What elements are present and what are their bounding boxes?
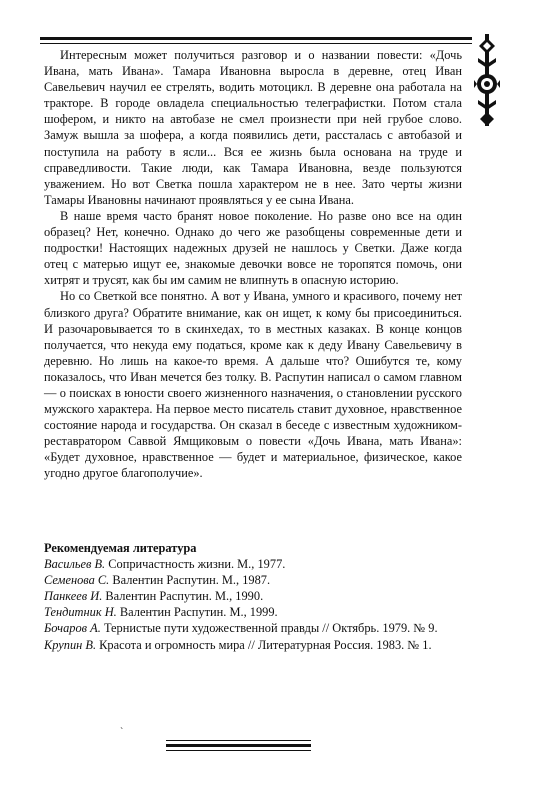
reference-author: Семенова С. bbox=[44, 573, 110, 588]
reference-text: Красота и огромность мира // Литературная Россия. 1983. № 1. bbox=[99, 637, 432, 652]
bottom-rule-thin bbox=[166, 750, 311, 751]
paragraph: В наше время часто бранят новое поколение. Но разве оно все на один образец? Нет, конечно. Однако до чего же разобщены современные дети и подростки! Настоящих надежных друзей не нашлось у Светки. Даже когда отец с матерью ищут ее, знакомые девочки вовсе не торопятся помочь, они хитрят и трусят, как бы им самим не влипнуть в опасную историю. bbox=[44, 208, 462, 288]
reference-item bbox=[44, 556, 462, 572]
reference-author: Бочаров А. bbox=[44, 621, 101, 636]
reference-author: Тендитник Н. bbox=[44, 605, 117, 620]
references bbox=[44, 540, 462, 653]
reference-item bbox=[44, 604, 462, 620]
paragraph: Но со Светкой все понятно. А вот у Ивана, умного и красивого, почему нет близкого друга? Обратите внимание, как он ищет, к кому бы присоединиться. И разочаровывается то в скинхедах, то в местных казаках. В конце концов получается, что некуда ему податься, кроме как к деду Ивану Савельевичу в деревню. Но лишь на какое-то время. А дальше что? Ошибутся те, кому показалось, что Иван мечется без толку. В. Распутин написал о самом главном — о поисках в юности своего жизненного назначения, о становлении русского мужского характера. На первое место писатель ставит духовное, нравственное состояние народа и государства. Он сказал в беседе с известным художником-реставратором Саввой Ямщиковым о повести «Дочь Ивана, мать Ивана»: «Будет духовное, нравственное — будет и материальное, физическое, какое угодно другое благополучие». bbox=[44, 289, 462, 481]
folk-ornament-icon bbox=[474, 34, 500, 126]
reference-text: Сопричастность жизни. М., 1977. bbox=[108, 557, 286, 572]
reference-author: Крупин В. bbox=[44, 637, 97, 652]
footnote-mark: ` bbox=[120, 727, 124, 738]
body-text bbox=[44, 47, 462, 482]
reference-author: Панкеев И. bbox=[44, 589, 103, 604]
reference-item bbox=[44, 620, 462, 636]
bottom-rule-thick bbox=[166, 744, 311, 747]
reference-item bbox=[44, 637, 462, 653]
reference-item bbox=[44, 572, 462, 588]
reference-item bbox=[44, 588, 462, 604]
top-rule-thick bbox=[40, 37, 472, 40]
references-title: Рекомендуемая литература bbox=[44, 541, 197, 555]
top-rule-thin bbox=[40, 43, 472, 44]
reference-text: Тернистые пути художественной правды // Октябрь. 1979. № 9. bbox=[103, 621, 438, 636]
bottom-rule-thin bbox=[166, 740, 311, 741]
reference-text: Валентин Распутин. М., 1990. bbox=[105, 589, 264, 604]
reference-text: Валентин Распутин. М., 1987. bbox=[112, 573, 271, 588]
paragraph: Интересным может получиться разговор и о названии повести: «Дочь Ивана, мать Ивана». Тамара Ивановна выросла в деревне, отец Иван Савельевич научил ее стрелять, водить мотоцикл. В деревне она работала на тракторе. В городе овладела специальностью телеграфистки. Потом стала шофером, и никто на автобазе не смел произнести при ней грубое слово. Замуж вышла за шофера, а когда появились дети, рассталась с автобазой и поступила на работу в ясли... Вся ее жизнь была основана на труде и справедливости. Такие люди, как Тамара Ивановна, везде пользуются уважением. Но вот Светка пошла характером не в нее. Зато черты жизни Тамары Ивановны начинают проявляться у ее сына Ивана. bbox=[44, 48, 462, 207]
reference-text: Валентин Распутин. М., 1999. bbox=[119, 605, 278, 620]
reference-author: Васильев В. bbox=[44, 557, 106, 572]
